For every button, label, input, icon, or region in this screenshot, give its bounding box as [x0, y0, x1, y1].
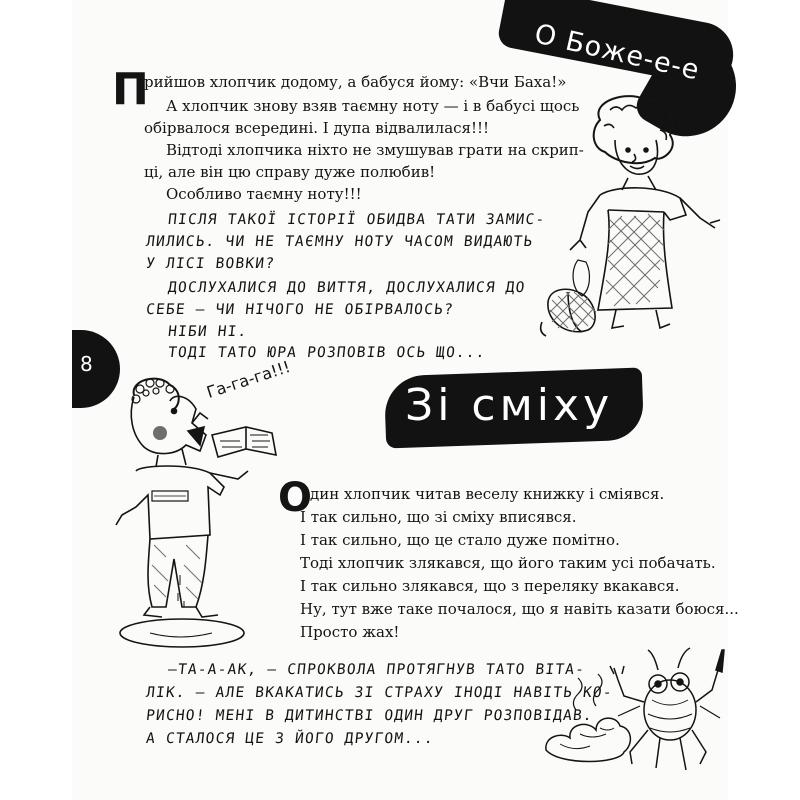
dialogue-line: НІБИ НІ. — [167, 324, 249, 340]
drop-cap-o: О — [278, 475, 313, 521]
prose-line: Особливо таємну ноту!!! — [166, 185, 362, 203]
prose-line: Тоді хлопчик злякався, що його таким усі побачать. — [300, 554, 716, 572]
dialogue-line: СЕБЕ – ЧИ НІЧОГО НЕ ОБІРВАЛОСЬ? — [145, 302, 455, 318]
prose-line: ці, але він цю справу дуже полюбив! — [144, 163, 436, 181]
falling-bottom-illustration — [538, 282, 608, 342]
prose-line: І так сильно злякався, що з переляку вкакався. — [300, 577, 680, 595]
section-heading-zi-smikhu: Зі сміху — [405, 380, 614, 431]
dialogue-line: У ЛІСІ ВОВКИ? — [145, 256, 276, 272]
poop-illustration — [546, 674, 631, 762]
section-heading-o-bozhe: О Боже-е-е — [531, 18, 703, 87]
dialogue-line: ДОСЛУХАЛИСЯ ДО ВИТТЯ, ДОСЛУХАЛИСЯ ДО — [167, 280, 527, 296]
prose-line: Відтоді хлопчика ніхто не змушував грати на скрип- — [166, 141, 584, 159]
prose-line: рийшов хлопчик додому, а бабуся йому: «Вчи Баха!» — [144, 73, 567, 91]
dialogue-line: ТОДІ ТАТО ЮРА РОЗПОВІВ ОСЬ ЩО... — [167, 345, 487, 361]
prose-line: Просто жах! — [300, 623, 400, 641]
prose-line: І так сильно, що зі сміху вписявся. — [300, 508, 577, 526]
prose-line: Ну, тут вже таке почалося, що я навіть казати боюся... — [300, 600, 739, 618]
dialogue-line: ЛИЛИСЬ. ЧИ НЕ ТАЄМНУ НОТУ ЧАСОМ ВИДАЮТЬ — [145, 234, 535, 250]
dialogue-line: ПІСЛЯ ТАКОЇ ІСТОРІЇ ОБИДВА ТАТИ ЗАМИС- — [167, 212, 547, 228]
prose-line: дин хлопчик читав веселу книжку і сміявся. — [310, 485, 665, 503]
dialogue-line: РИСНО! МЕНІ В ДИТИНСТВІ ОДИН ДРУГ РОЗПОВІДАВ. — [145, 708, 594, 724]
page-number: 8 — [80, 352, 93, 376]
fly-with-cutlery-illustration — [540, 640, 730, 790]
prose-line: І так сильно, що це стало дуже помітно. — [300, 531, 620, 549]
laughing-boy-illustration — [100, 375, 300, 655]
dialogue-line: –ТА-А-АК, – СПРОКВОЛА ПРОТЯГНУВ ТАТО ВІТА- — [167, 662, 586, 678]
prose-line: А хлопчик знову взяв таємну ноту — і в бабусі щось — [166, 97, 580, 115]
prose-line: обірвалося всередині. І дупа відвалилася!!! — [144, 119, 490, 137]
drop-cap-p: П — [112, 64, 149, 115]
dialogue-line: А СТАЛОСЯ ЦЕ З ЙОГО ДРУГОМ... — [145, 731, 435, 747]
dialogue-line: ЛІК. – АЛЕ ВКАКАТИСЬ ЗІ СТРАХУ ІНОДІ НАВІТЬ КО- — [145, 685, 614, 701]
exclamation-ga-ga-ga: Га-га-га!!! — [204, 357, 293, 402]
